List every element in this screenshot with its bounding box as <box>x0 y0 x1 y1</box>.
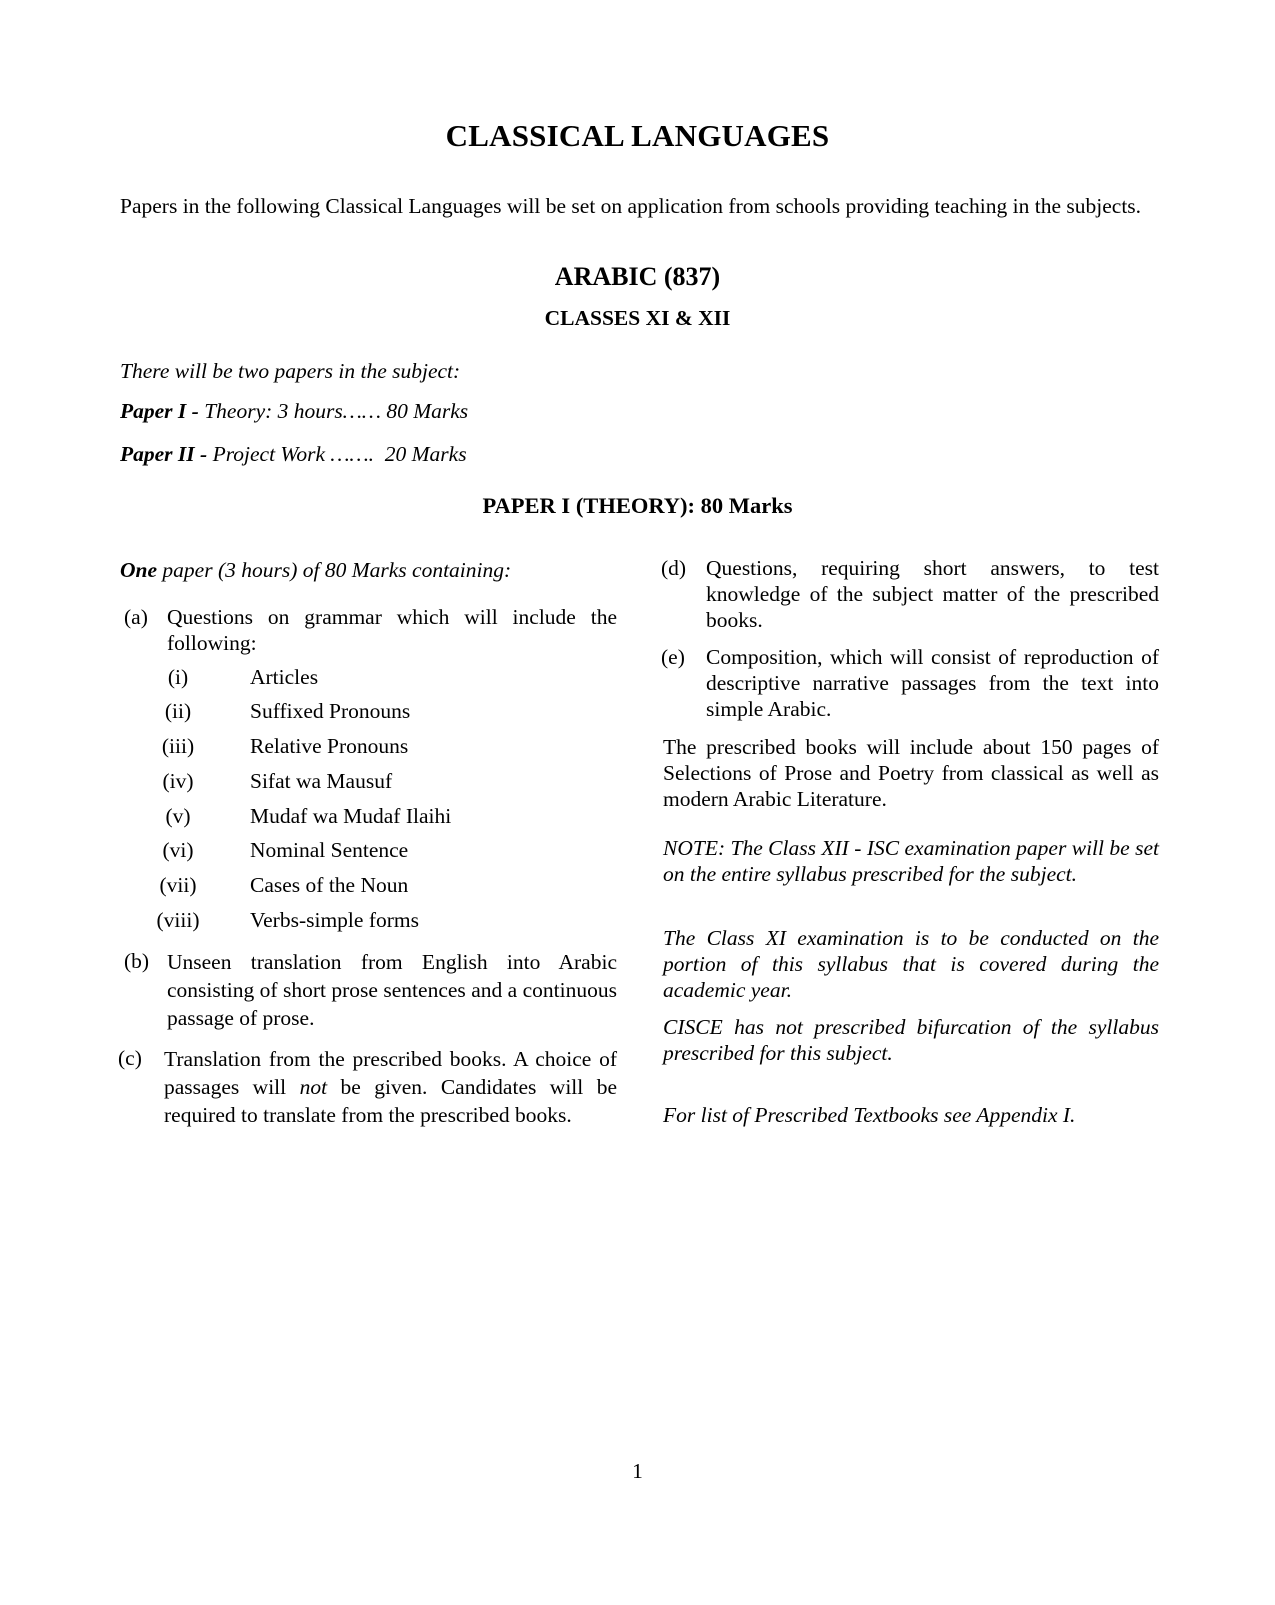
list-item-b <box>124 948 617 1034</box>
intro-rest-text: paper (3 hours) of 80 Marks containing: <box>157 558 512 582</box>
item-e-marker: (e) <box>661 645 685 669</box>
page-title: CLASSICAL LANGUAGES <box>445 118 830 153</box>
sub-item-number: (iii) <box>161 734 195 758</box>
list-item-e <box>661 644 1159 724</box>
paper-2-label: Paper II - <box>120 442 208 466</box>
papers-intro: There will be two papers in the subject: <box>120 359 461 383</box>
page-number: 1 <box>632 1459 643 1483</box>
left-column-intro <box>120 558 511 583</box>
sub-item-number: (viii) <box>156 908 200 932</box>
item-c-emphasis: not <box>299 1075 328 1099</box>
item-a-text: Questions on grammar which will include the following: <box>167 605 617 655</box>
item-b-text: Unseen translation from English into Arabic consisting of short prose sentences and a continuous passage of prose. <box>167 950 617 1030</box>
item-c-text-part-1: Translation from the prescribed books. A choice of passages will <box>164 1047 617 1099</box>
item-c-text-part-2: be given. Candidates will be required to translate from the prescribed books. <box>164 1075 617 1127</box>
item-b-marker: (b) <box>124 949 150 973</box>
sub-item-text: Mudaf wa Mudaf Ilaihi <box>250 804 452 828</box>
sub-item-number: (vi) <box>162 838 194 862</box>
intro-paragraph: Papers in the following Classical Languages will be set on application from schools providing teaching in the subjects. <box>120 194 1142 218</box>
paper-1-text: Theory: 3 hours…… 80 Marks <box>198 399 469 423</box>
classes-title: CLASSES XI & XII <box>544 306 731 330</box>
sub-item-text: Verbs-simple forms <box>250 908 419 932</box>
sub-item-text: Suffixed Pronouns <box>250 699 411 723</box>
paper-1-label: Paper I - <box>120 399 199 423</box>
sub-item-number: (vii) <box>159 873 197 897</box>
sub-item-text: Relative Pronouns <box>250 734 409 758</box>
sub-item-text: Sifat wa Mausuf <box>250 769 393 793</box>
paper-1-heading: PAPER I (THEORY): 80 Marks <box>482 493 793 518</box>
sub-item-text: Articles <box>250 665 319 689</box>
paper-1-line <box>120 399 468 424</box>
item-e-text: Composition, which will consist of reproduction of descriptive narrative passages from the text into simple Arabic. <box>706 645 1159 721</box>
item-d-text: Questions, requiring short answers, to test knowledge of the subject matter of the prescribed books. <box>706 556 1159 632</box>
sub-item-text: Cases of the Noun <box>250 873 409 897</box>
paper-2-line <box>120 442 467 467</box>
sub-item-text: Nominal Sentence <box>250 838 409 862</box>
subject-title: ARABIC (837) <box>554 262 721 291</box>
item-d-marker: (d) <box>661 556 687 580</box>
sub-item-number: (ii) <box>164 699 192 723</box>
item-c-text <box>164 1045 617 1129</box>
prescribed-books-paragraph: The prescribed books will include about 150 pages of Selections of Prose and Poetry from classical as well as modern Arabic Literature. <box>663 735 1159 811</box>
list-item-a <box>124 604 617 660</box>
list-item-d <box>661 555 1159 635</box>
bifurcation-paragraph: CISCE has not prescribed bifurcation of the syllabus prescribed for this subject. <box>663 1015 1159 1065</box>
sub-item-number: (v) <box>165 804 191 828</box>
class-xi-paragraph: The Class XI examination is to be conducted on the portion of this syllabus that is covered during the academic year. <box>663 926 1159 1002</box>
item-c-marker: (c) <box>118 1046 142 1070</box>
sub-item-number: (iv) <box>162 769 194 793</box>
sub-item-number: (i) <box>167 665 189 689</box>
item-a-marker: (a) <box>124 605 148 629</box>
textbooks-paragraph: For list of Prescribed Textbooks see Appendix I. <box>663 1103 1076 1127</box>
paper-2-text: Project Work ……. 20 Marks <box>207 442 467 466</box>
note-paragraph: NOTE: The Class XII - ISC examination paper will be set on the entire syllabus prescribed for the subject. <box>663 836 1159 886</box>
list-item-c <box>118 1045 617 1131</box>
intro-bold-word: One <box>120 558 158 582</box>
